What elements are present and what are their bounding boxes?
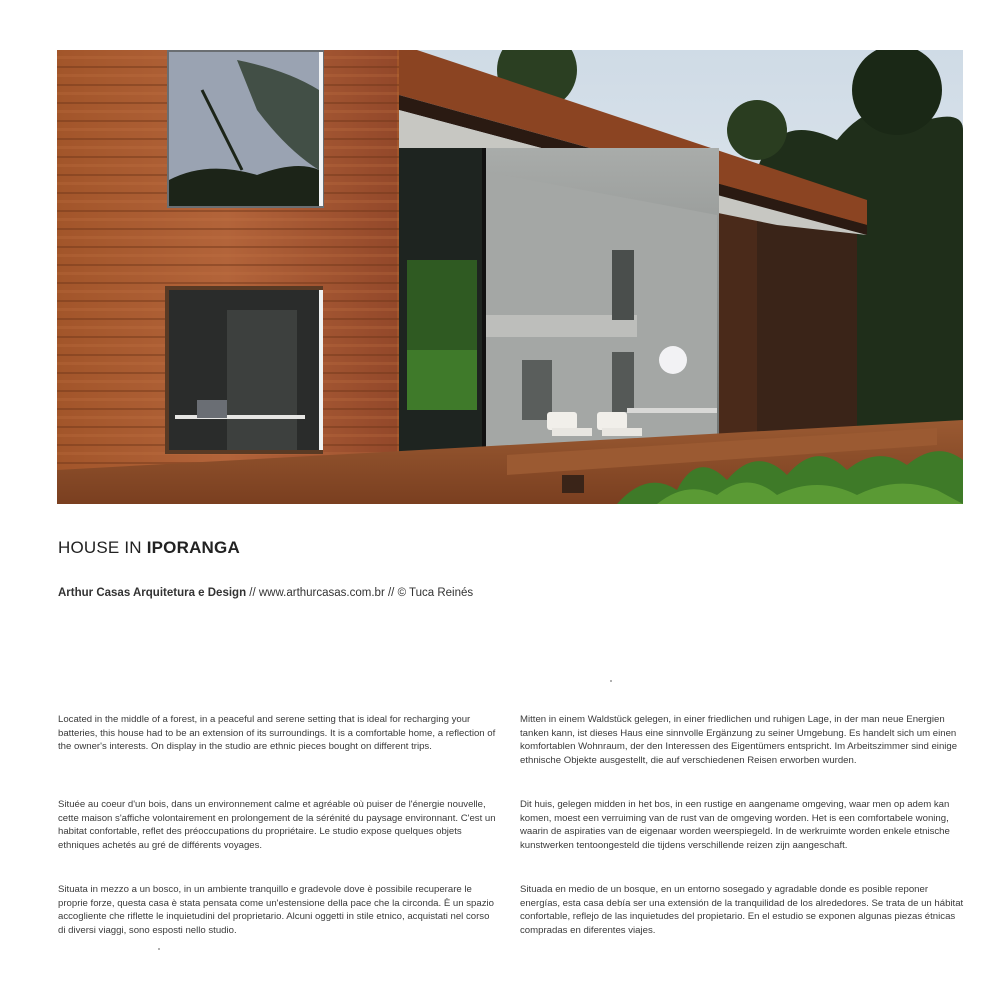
paragraph-italian: Situata in mezzo a un bosco, in un ambiente tranquillo e gradevole dove è possibile recuperare le proprie forze, questa casa è stata pensata come un'estensione della pace che la circonda. È un spazio accogliente che riflette le inquietudini del proprietario. Alcuni oggetti in stile etnico, acquistati nel corso di diversi viaggi, sono esposti nello studio. [58, 884, 494, 936]
paragraph-dutch: Dit huis, gelegen midden in het bos, in een rustige en aangename omgeving, waar men op adem kan komen, moest een verruiming van de rust van de omgeving worden. Het is een comfortabele woning, waarin de aspiraties van de eigenaar worden weerspiegeld. In de werkruimte worden enkele etnische kunstwerken tentoongesteld die tijdens verschillende reizen zijn aangeschaft. [520, 799, 950, 851]
paragraph-spanish: Situada en medio de un bosque, en un entorno sosegado y agradable donde es posible reponer energías, esta casa debía ser una extensión de la tranquilidad de los alrededores. Se trata de un hábitat confortable, reflejo de las inquietudes del propietario. En el estudio se exponen algunas piezas étnicas compradas en diferentes viajes. [520, 884, 964, 936]
paragraph-french: Située au coeur d'un bois, dans un environnement calme et agréable où puiser de l'énergie nouvelle, cette maison s'affiche volontairement en prolongement de la sérénité du paysage environnant. C'est un habitat confortable, reflet des préoccupations du propriétaire. Le studio expose quelques objets ethniques achetés au gré de différents voyages. [58, 799, 496, 851]
separator: // [384, 587, 398, 599]
paragraph-english: Located in the middle of a forest, in a peaceful and serene setting that is ideal for recharging your batteries, this house had to be an extension of its surroundings. It is a comfortable home, a reflection of the owner's interests. On display in the studio are ethnic pieces bought on different trips. [58, 714, 496, 753]
paragraph-german: Mitten in einem Waldstück gelegen, in einer friedlichen und ruhigen Lage, in der man neue Energien tanken kann, ist dieses Haus eine sinnvolle Ergänzung zu seiner Umgebung. Es handelt sich um einen komfortablen Wohnraum, der den Interessen des Eigentümers entspricht. Im Arbeitszimmer sind einige ethnische Objekte ausgestellt, die auf verschiedenen Reisen erworben wurden. [520, 714, 958, 766]
website-link[interactable]: www.arthurcasas.com.br [258, 587, 385, 599]
architect-studio: Arthur Casas Arquitetura e Design [58, 587, 247, 599]
separator: // [246, 587, 259, 599]
title-bold: IPORANGA [146, 538, 240, 557]
photo-credit: © Tuca Reinés [397, 587, 474, 599]
page-title [58, 538, 240, 558]
speck [158, 948, 160, 950]
speck [610, 680, 612, 682]
title-prefix: HOUSE IN [58, 538, 147, 557]
house-photo [57, 50, 963, 504]
credits-line [58, 587, 473, 599]
house-illustration [57, 50, 963, 504]
